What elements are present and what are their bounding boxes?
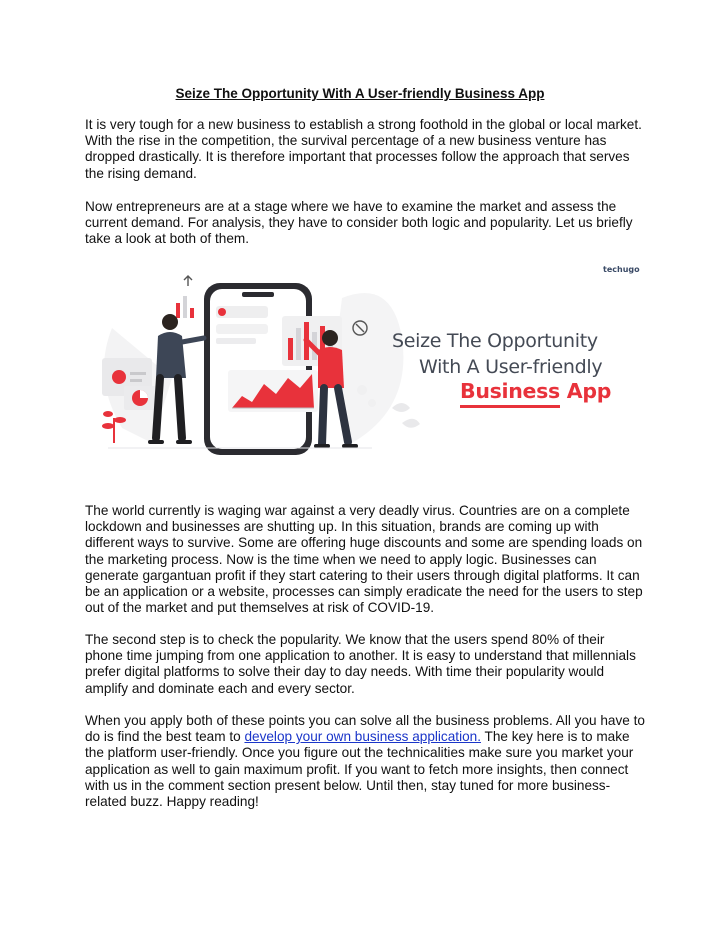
conclusion-text-start: When you apply both of these points you can solve all the business problems. All you have to do is find the best team to <box>85 713 645 745</box>
business-application-link[interactable]: develop your own business application. <box>244 729 481 745</box>
paragraph-entrepreneurs: Now entrepreneurs are at a stage where we have to examine the market and assess the current demand. For analysis, they have to consider both logic and popularity. Let us briefly take a look at both of them. <box>85 199 633 247</box>
paragraph-conclusion <box>85 713 645 810</box>
paragraph-intro: It is very tough for a new business to establish a strong foothold in the global or local market. With the rise in the competition, the survival percentage of a new business venture has dropped drastically. It is therefore important that processes follow the approach that serves the rising demand. <box>85 117 642 181</box>
brand-logo: techugo <box>603 265 640 274</box>
banner-headline-line3: Business App <box>460 379 612 403</box>
document-title: Seize The Opportunity With A User-friendly Business App <box>175 86 545 101</box>
banner-underline <box>460 405 560 409</box>
banner-illustration <box>92 258 648 458</box>
banner-headline-line1: Seize The Opportunity <box>392 330 598 352</box>
conclusion-text-end: The key here is to make the platform user-friendly. Once you figure out the technicalities make sure you market your application as well to gain maximum profit. If you want to fetch more insights, then connect with us in the comment section present below. Until then, stay tuned for more business-related buzz. Happy reading! <box>85 729 634 810</box>
paragraph-virus: The world currently is waging war against a very deadly virus. Countries are on a complete lockdown and businesses are shutting up. In this situation, brands are coming up with different ways to survive. Some are offering huge discounts and some are spending loads on the marketing process. Now is the time when we need to apply logic. Businesses can generate gargantuan profit if they start catering to their users through digital platforms. It can be an application or a website, processes can simply eradicate the need for the users to step out of the market and put themselves at risk of COVID-19. <box>85 503 643 616</box>
banner-headline-line2: With A User-friendly <box>419 356 603 378</box>
paragraph-popularity: The second step is to check the popularity. We know that the users spend 80% of their phone time jumping from one application to another. It is easy to understand that millennials prefer digital platforms to solve their day to day needs. With time their popularity would amplify and dominate each and every sector. <box>85 632 636 696</box>
